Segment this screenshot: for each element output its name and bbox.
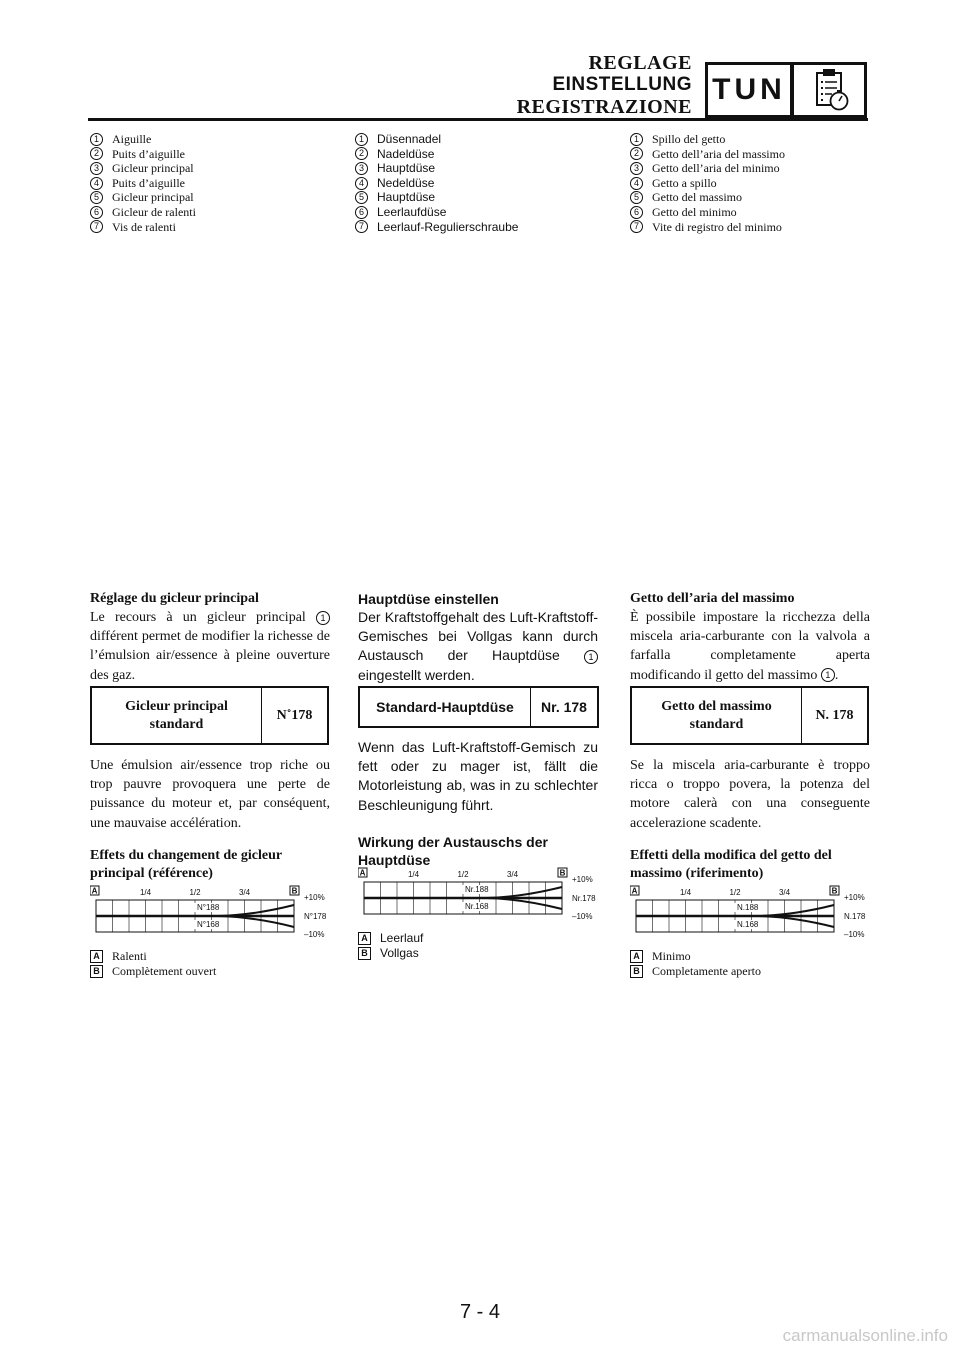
callout-number: 6 <box>90 206 103 219</box>
caption-french: A Ralenti B Complètement ouvert <box>90 949 216 979</box>
standard-jet-label: N.178 <box>844 912 866 921</box>
intro-german: Der Kraftstoffgehalt des Luft-Kraftstoff-Gemisches bei Vollgas kann durch Austausch der Hauptdüse 1 eingestellt werden. <box>358 609 598 683</box>
marker-a <box>358 868 367 878</box>
page-number: 7 - 4 <box>459 1301 501 1323</box>
legend-item <box>90 190 196 205</box>
legend-label: Düsennadel <box>377 132 442 146</box>
legend-label: Puits d’aiguille <box>112 146 185 161</box>
header-rule <box>88 118 868 121</box>
title-french: REGLAGE <box>588 52 692 74</box>
ref-marker: 1 <box>584 650 598 664</box>
throttle-tick-label: 3/4 <box>778 888 791 897</box>
spec-value: Nr. 178 <box>541 699 587 715</box>
callout-number: 2 <box>90 147 103 160</box>
legend-french <box>90 132 196 234</box>
legend-item <box>630 190 785 205</box>
callout-number: 1 <box>630 133 643 146</box>
throttle-tick-label: 1/2 <box>729 888 741 897</box>
throttle-tick-label: 3/4 <box>506 870 519 879</box>
callout-number: 5 <box>90 191 103 204</box>
legend-label: Gicleur de ralenti <box>112 204 196 219</box>
key-b: B <box>630 965 643 978</box>
svg-text:A: A <box>359 868 366 878</box>
marker-a <box>90 886 99 896</box>
standard-jet-label: N°178 <box>304 912 327 921</box>
clipboard-stopwatch-icon <box>791 62 867 118</box>
plus-ten-label: +10% <box>572 875 593 884</box>
jet-chart-italian <box>630 884 870 951</box>
minus-ten-label: –10% <box>572 912 593 921</box>
svg-text:B: B <box>291 886 298 896</box>
intro-italian: È possibile impostare la ricchezza della miscela aria-carburante con la valvola a farfalla completamente aperta modificando il getto del massimo 1 . <box>630 610 870 683</box>
section-code-box: TUN <box>705 62 793 118</box>
header-titles <box>517 52 692 118</box>
key-a: A <box>90 950 103 963</box>
rich-jet-label: Nr.188 <box>465 885 489 894</box>
key-b: B <box>90 965 103 978</box>
callout-number: 7 <box>630 220 643 233</box>
legend-item <box>90 147 196 162</box>
rich-jet-curve <box>219 905 294 916</box>
column-german <box>358 590 598 685</box>
lean-jet-label: N.168 <box>737 920 759 929</box>
legend-label: Getto dell’aria del massimo <box>652 146 785 161</box>
spec-value: N. 178 <box>815 707 854 723</box>
callout-number: 5 <box>355 191 368 204</box>
legend-item <box>355 147 518 162</box>
legend-italian <box>630 132 785 234</box>
callout-number: 7 <box>355 220 368 233</box>
legend-item <box>355 132 518 147</box>
throttle-tick-label: 3/4 <box>238 888 251 897</box>
legend-item <box>630 132 785 147</box>
legend-label: Nedeldüse <box>377 175 435 190</box>
lean-jet-label: N°168 <box>197 920 220 929</box>
legend-label: Puits d’aiguille <box>112 175 185 190</box>
legend-item <box>90 161 196 176</box>
heading-german: Hauptdüse einstellen <box>358 591 499 607</box>
legend-item <box>630 161 785 176</box>
legend-item <box>355 220 518 235</box>
jet-chart-french <box>90 884 330 951</box>
legend-label: Gicleur principal <box>112 190 194 205</box>
column-italian-lower <box>630 756 870 883</box>
key-a: A <box>630 950 643 963</box>
heading-italian: Getto dell’aria del massimo <box>630 591 795 606</box>
column-italian <box>630 590 870 685</box>
legend-label: Vis de ralenti <box>112 219 176 234</box>
callout-number: 1 <box>90 133 103 146</box>
title-german: EINSTELLUNG <box>552 74 692 95</box>
plus-ten-label: +10% <box>304 893 325 902</box>
title-italian: REGISTRAZIONE <box>516 96 692 118</box>
para-french: Une émulsion air/essence trop riche ou trop pauvre provoquera une perte de puissance du moteur et, par conséquent, une mauvaise accélération. <box>90 758 330 831</box>
marker-a <box>630 886 639 896</box>
legend-item <box>355 205 518 220</box>
throttle-tick-label: 1/4 <box>407 870 420 879</box>
callout-number: 3 <box>630 162 643 175</box>
callout-number: 6 <box>630 206 643 219</box>
marker-b <box>558 868 567 878</box>
column-french-lower <box>90 756 330 883</box>
ref-marker: 1 <box>316 611 330 625</box>
callout-number: 4 <box>355 177 368 190</box>
key-a: A <box>358 932 371 945</box>
rich-jet-curve <box>487 887 562 898</box>
legend-label: Getto del minimo <box>652 204 737 219</box>
callout-number: 2 <box>355 147 368 160</box>
lean-jet-curve <box>487 898 562 909</box>
spec-label: Gicleur principal standard <box>92 688 262 743</box>
legend-label: Leerlauf-Regulierschraube <box>377 219 519 234</box>
para-italian: Se la miscela aria-carburante è troppo ricca o troppo povera, la potenza del motore calerà con una conseguente accelerazione scadente. <box>630 758 870 831</box>
legend-item <box>630 176 785 191</box>
callout-number: 3 <box>355 162 368 175</box>
callout-number: 4 <box>90 177 103 190</box>
legend-item <box>90 205 196 220</box>
lean-jet-curve <box>219 916 294 927</box>
marker-b <box>830 886 839 896</box>
callout-number: 7 <box>90 220 103 233</box>
spec-label: Getto del massimo standard <box>632 688 802 743</box>
throttle-tick-label: 1/2 <box>189 888 201 897</box>
heading-french: Réglage du gicleur principal <box>90 591 259 606</box>
legend-item <box>355 161 518 176</box>
legend-item <box>355 176 518 191</box>
legend-item <box>90 220 196 235</box>
column-german-lower <box>358 738 598 869</box>
minus-ten-label: –10% <box>844 930 865 939</box>
legend-label: Nadeldüse <box>377 146 435 161</box>
key-b: B <box>358 947 371 960</box>
spec-box-german <box>358 686 599 728</box>
legend-label: Getto dell’aria del minimo <box>652 161 780 176</box>
legend-label: Spillo del getto <box>652 132 726 146</box>
callout-number: 6 <box>355 206 368 219</box>
legend-label: Hauptdüse <box>377 161 436 176</box>
rich-jet-label: N.188 <box>737 903 759 912</box>
legend-item <box>630 205 785 220</box>
caption-german: A Leerlauf B Vollgas <box>358 931 423 961</box>
svg-text:A: A <box>631 886 638 896</box>
svg-text:A: A <box>91 886 98 896</box>
ref-marker: 1 <box>821 668 835 682</box>
legend-german <box>355 132 518 234</box>
callout-number: 3 <box>90 162 103 175</box>
lean-jet-label: Nr.168 <box>465 902 489 911</box>
spec-label: Standard-Hauptdüse <box>360 688 531 726</box>
lean-jet-curve <box>759 916 834 927</box>
legend-item <box>630 147 785 162</box>
spec-box-french <box>90 686 329 745</box>
para-german: Wenn das Luft-Kraftstoff-Gemisch zu fett oder zu mager ist, fällt die Motorleistung ab, was in zu schlechter Beschleunigung führt. <box>358 739 598 813</box>
column-french <box>90 590 330 685</box>
legend-item <box>90 132 196 147</box>
svg-text:B: B <box>559 868 566 878</box>
legend-label: Hauptdüse <box>377 190 436 205</box>
svg-text:B: B <box>831 886 838 896</box>
legend-label: Getto del massimo <box>652 190 742 205</box>
watermark: carmanualsonline.info <box>782 1326 948 1345</box>
throttle-tick-label: 1/4 <box>139 888 152 897</box>
jet-chart-german <box>358 866 598 933</box>
throttle-tick-label: 1/4 <box>679 888 692 897</box>
throttle-tick-label: 1/2 <box>457 870 469 879</box>
callout-number: 5 <box>630 191 643 204</box>
legend-item <box>630 220 785 235</box>
legend-label: Vite di registro del minimo <box>652 219 782 234</box>
callout-number: 2 <box>630 147 643 160</box>
standard-jet-label: Nr.178 <box>572 894 596 903</box>
legend-label: Aiguille <box>112 132 152 146</box>
rich-jet-label: N°188 <box>197 903 220 912</box>
plus-ten-label: +10% <box>844 893 865 902</box>
rich-jet-curve <box>759 905 834 916</box>
legend-item <box>355 190 518 205</box>
spec-box-italian <box>630 686 869 745</box>
spec-value: N˚178 <box>276 707 313 723</box>
legend-label: Gicleur principal <box>112 161 194 176</box>
marker-b <box>290 886 299 896</box>
heading2-italian: Effetti della modifica del getto del massimo (riferimento) <box>630 847 832 881</box>
legend-label: Getto a spillo <box>652 175 717 190</box>
legend-label: Leerlaufdüse <box>377 204 447 219</box>
heading2-german: Wirkung der Austauschs der Hauptdüse <box>358 833 548 868</box>
heading2-french: Effets du changement de gicleur principal (référence) <box>90 847 282 881</box>
callout-number: 4 <box>630 177 643 190</box>
minus-ten-label: –10% <box>304 930 325 939</box>
intro-french: Le recours à un gicleur principal 1 différent permet de modifier la richesse de l’émulsion air/essence à pleine ouverture des gaz. <box>90 610 330 683</box>
legend-item <box>90 176 196 191</box>
callout-number: 1 <box>355 133 368 146</box>
caption-italian: A Minimo B Completamente aperto <box>630 949 761 979</box>
